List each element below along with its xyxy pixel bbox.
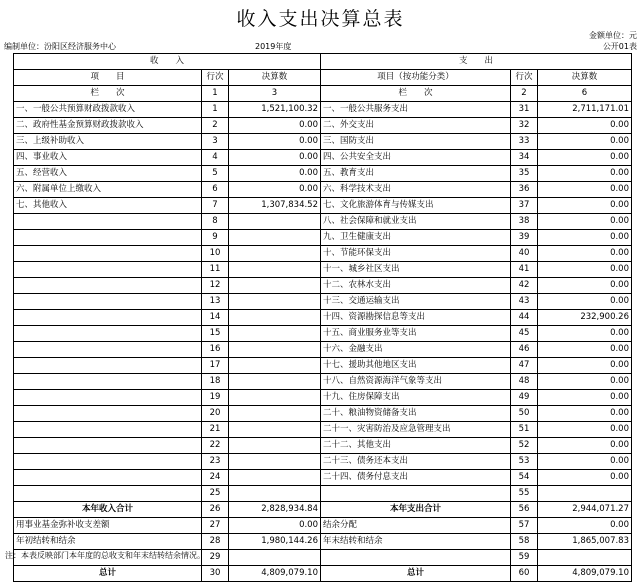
column-number: 1 (202, 86, 229, 102)
expense-row-number: 38 (511, 214, 538, 230)
income-item (14, 246, 202, 262)
income-item (14, 422, 202, 438)
column-number: 6 (538, 86, 632, 102)
expense-section-header: 支 出 (321, 54, 632, 70)
page-title: 收入支出决算总表 (236, 8, 405, 30)
table-row (14, 294, 632, 310)
expense-item: 二、外交支出 (321, 118, 511, 134)
expense-row-number: 42 (511, 278, 538, 294)
expense-row-number: 32 (511, 118, 538, 134)
table-row (14, 262, 632, 278)
income-row-number: 29 (202, 550, 229, 566)
income-item (14, 326, 202, 342)
summary-row (14, 566, 632, 582)
income-amount (229, 342, 321, 358)
income-item (14, 214, 202, 230)
expense-lanci-label: 栏 次 (321, 86, 511, 102)
expense-summary-item: 本年支出合计 (321, 502, 511, 518)
table-row (14, 150, 632, 166)
expense-item: 十九、住房保障支出 (321, 390, 511, 406)
income-row-number: 19 (202, 390, 229, 406)
expense-amount: 0.00 (538, 294, 632, 310)
income-summary-item: 总计 (14, 566, 202, 582)
expense-amount: 0.00 (538, 230, 632, 246)
income-item: 二、政府性基金预算财政拨款收入 (14, 118, 202, 134)
expense-amount: 0.00 (538, 278, 632, 294)
expense-row-number: 56 (511, 502, 538, 518)
summary-row (14, 502, 632, 518)
income-amount (229, 326, 321, 342)
column-number-row (14, 86, 632, 102)
expense-amount: 4,809,079.10 (538, 566, 632, 582)
income-item: 四、事业收入 (14, 150, 202, 166)
expense-amount: 2,711,171.01 (538, 102, 632, 118)
income-row-number: 15 (202, 326, 229, 342)
expense-amount: 0.00 (538, 518, 632, 534)
expense-amount: 0.00 (538, 214, 632, 230)
expense-row-number: 52 (511, 438, 538, 454)
income-item (14, 262, 202, 278)
expense-row-number: 36 (511, 182, 538, 198)
income-amount-header: 决算数 (229, 70, 321, 86)
income-row-number: 18 (202, 374, 229, 390)
table-row (14, 486, 632, 502)
income-amount: 0.00 (229, 182, 321, 198)
income-row-header: 行次 (202, 70, 229, 86)
expense-row-number: 55 (511, 486, 538, 502)
table-row (14, 182, 632, 198)
income-row-number: 25 (202, 486, 229, 502)
expense-amount: 0.00 (538, 342, 632, 358)
table-row (14, 326, 632, 342)
income-section-header: 收 入 (14, 54, 321, 70)
income-amount: 1,307,834.52 (229, 198, 321, 214)
expense-row-number: 41 (511, 262, 538, 278)
income-row-number: 27 (202, 518, 229, 534)
income-row-number: 16 (202, 342, 229, 358)
income-amount (229, 310, 321, 326)
income-summary-item: 年初结转和结余 (14, 534, 202, 550)
table-row (14, 166, 632, 182)
table-row (14, 438, 632, 454)
fiscal-year: 2019年度 (255, 42, 292, 51)
expense-row-number: 49 (511, 390, 538, 406)
organization-label: 编制单位：汾阳区经济服务中心 (4, 42, 116, 51)
income-row-number: 9 (202, 230, 229, 246)
form-code: 公开01表 (602, 42, 637, 51)
expense-amount: 0.00 (538, 422, 632, 438)
income-item (14, 406, 202, 422)
expense-amount: 0.00 (538, 438, 632, 454)
expense-item: 二十三、债务还本支出 (321, 454, 511, 470)
expense-row-number: 33 (511, 134, 538, 150)
expense-summary-item: 总计 (321, 566, 511, 582)
income-row-number: 23 (202, 454, 229, 470)
expense-amount-header: 决算数 (538, 70, 632, 86)
expense-item: 十八、自然资源海洋气象等支出 (321, 374, 511, 390)
expense-item: 五、教育支出 (321, 166, 511, 182)
expense-amount: 0.00 (538, 150, 632, 166)
income-amount (229, 406, 321, 422)
income-lanci-label: 栏 次 (14, 86, 202, 102)
expense-row-header: 行次 (511, 70, 538, 86)
income-amount: 0.00 (229, 166, 321, 182)
expense-item: 十四、资源勘探信息等支出 (321, 310, 511, 326)
expense-amount: 0.00 (538, 166, 632, 182)
income-amount (229, 486, 321, 502)
income-item: 三、上级补助收入 (14, 134, 202, 150)
income-row-number: 2 (202, 118, 229, 134)
income-item (14, 470, 202, 486)
expense-row-number: 46 (511, 342, 538, 358)
expense-item: 三、国防支出 (321, 134, 511, 150)
expense-row-number: 47 (511, 358, 538, 374)
income-item (14, 342, 202, 358)
income-row-number: 8 (202, 214, 229, 230)
expense-row-number: 37 (511, 198, 538, 214)
table-row (14, 358, 632, 374)
expense-amount: 0.00 (538, 406, 632, 422)
expense-row-number: 43 (511, 294, 538, 310)
expense-amount: 0.00 (538, 390, 632, 406)
table-row (14, 342, 632, 358)
table-row (14, 422, 632, 438)
expense-row-number: 50 (511, 406, 538, 422)
income-row-number: 17 (202, 358, 229, 374)
column-number: 3 (229, 86, 321, 102)
expense-item: 六、科学技术支出 (321, 182, 511, 198)
expense-item: 四、公共安全支出 (321, 150, 511, 166)
expense-row-number: 58 (511, 534, 538, 550)
income-amount (229, 262, 321, 278)
income-amount: 0.00 (229, 118, 321, 134)
expense-amount (538, 486, 632, 502)
summary-row (14, 534, 632, 550)
summary-row (14, 518, 632, 534)
income-item (14, 454, 202, 470)
expense-amount: 1,865,007.83 (538, 534, 632, 550)
income-row-number: 6 (202, 182, 229, 198)
income-row-number: 5 (202, 166, 229, 182)
income-row-number: 30 (202, 566, 229, 582)
table-row (14, 390, 632, 406)
table-row (14, 214, 632, 230)
income-row-number: 28 (202, 534, 229, 550)
income-item (14, 390, 202, 406)
income-item (14, 358, 202, 374)
income-amount: 1,980,144.26 (229, 534, 321, 550)
expense-row-number: 34 (511, 150, 538, 166)
income-row-number: 22 (202, 438, 229, 454)
table-row (14, 406, 632, 422)
table-row (14, 134, 632, 150)
summary-table (13, 53, 632, 582)
expense-summary-item: 结余分配 (321, 518, 511, 534)
expense-amount: 232,900.26 (538, 310, 632, 326)
expense-row-number: 57 (511, 518, 538, 534)
expense-row-number: 45 (511, 326, 538, 342)
expense-summary-item: 年末结转和结余 (321, 534, 511, 550)
income-row-number: 1 (202, 102, 229, 118)
income-amount (229, 454, 321, 470)
expense-row-number: 54 (511, 470, 538, 486)
expense-item: 十一、城乡社区支出 (321, 262, 511, 278)
expense-amount (538, 550, 632, 566)
expense-item: 二十一、灾害防治及应急管理支出 (321, 422, 511, 438)
expense-row-number: 53 (511, 454, 538, 470)
table-row (14, 230, 632, 246)
expense-item: 十二、农林水支出 (321, 278, 511, 294)
income-row-number: 7 (202, 198, 229, 214)
expense-row-number: 35 (511, 166, 538, 182)
income-row-number: 21 (202, 422, 229, 438)
expense-amount: 0.00 (538, 134, 632, 150)
income-row-number: 3 (202, 134, 229, 150)
expense-item: 十五、商业服务业等支出 (321, 326, 511, 342)
expense-row-number: 44 (511, 310, 538, 326)
income-item (14, 278, 202, 294)
expense-row-number: 39 (511, 230, 538, 246)
expense-item: 七、文化旅游体育与传媒支出 (321, 198, 511, 214)
expense-item: 九、卫生健康支出 (321, 230, 511, 246)
expense-amount: 0.00 (538, 470, 632, 486)
income-amount: 4,809,079.10 (229, 566, 321, 582)
expense-amount: 0.00 (538, 326, 632, 342)
income-item (14, 486, 202, 502)
income-row-number: 10 (202, 246, 229, 262)
column-number: 2 (511, 86, 538, 102)
income-amount (229, 358, 321, 374)
table-row (14, 470, 632, 486)
expense-item: 八、社会保障和就业支出 (321, 214, 511, 230)
income-amount (229, 470, 321, 486)
expense-item: 十七、援助其他地区支出 (321, 358, 511, 374)
table-row (14, 246, 632, 262)
table-row (14, 310, 632, 326)
expense-amount: 0.00 (538, 118, 632, 134)
income-row-number: 26 (202, 502, 229, 518)
table-row (14, 374, 632, 390)
expense-amount: 0.00 (538, 246, 632, 262)
table-row (14, 198, 632, 214)
income-amount (229, 278, 321, 294)
section-header-row (14, 54, 632, 70)
expense-row-number: 40 (511, 246, 538, 262)
expense-item: 二十四、债务付息支出 (321, 470, 511, 486)
amount-unit-label: 金额单位：元 (589, 31, 637, 40)
income-item (14, 438, 202, 454)
expense-row-number: 59 (511, 550, 538, 566)
income-amount (229, 374, 321, 390)
column-header-row (14, 70, 632, 86)
expense-item: 二十二、其他支出 (321, 438, 511, 454)
income-amount (229, 230, 321, 246)
income-item (14, 294, 202, 310)
income-amount (229, 422, 321, 438)
table-row (14, 102, 632, 118)
income-item: 五、经营收入 (14, 166, 202, 182)
income-item-header: 项 目 (14, 70, 202, 86)
income-amount (229, 294, 321, 310)
income-amount (229, 214, 321, 230)
expense-row-number: 60 (511, 566, 538, 582)
expense-amount: 0.00 (538, 262, 632, 278)
income-amount (229, 246, 321, 262)
income-summary-item: 用事业基金弥补收支差额 (14, 518, 202, 534)
income-amount (229, 438, 321, 454)
income-amount: 2,828,934.84 (229, 502, 321, 518)
expense-row-number: 51 (511, 422, 538, 438)
footnote: 注：本表反映部门本年度的总收支和年末结转结余情况。 (5, 551, 205, 560)
expense-amount: 2,944,071.27 (538, 502, 632, 518)
expense-item (321, 486, 511, 502)
expense-item: 十、节能环保支出 (321, 246, 511, 262)
income-row-number: 11 (202, 262, 229, 278)
income-item: 一、一般公共预算财政拨款收入 (14, 102, 202, 118)
expense-item: 一、一般公共服务支出 (321, 102, 511, 118)
income-amount: 0.00 (229, 134, 321, 150)
table-row (14, 118, 632, 134)
expense-row-number: 48 (511, 374, 538, 390)
expense-item-header: 项目（按功能分类） (321, 70, 511, 86)
income-item (14, 374, 202, 390)
income-amount: 0.00 (229, 150, 321, 166)
income-item (14, 230, 202, 246)
income-item (14, 310, 202, 326)
income-amount (229, 390, 321, 406)
expense-amount: 0.00 (538, 358, 632, 374)
income-amount: 1,521,100.32 (229, 102, 321, 118)
income-row-number: 4 (202, 150, 229, 166)
income-amount: 0.00 (229, 518, 321, 534)
table-row (14, 278, 632, 294)
income-summary-item: 本年收入合计 (14, 502, 202, 518)
expense-amount: 0.00 (538, 182, 632, 198)
income-amount (229, 550, 321, 566)
income-row-number: 14 (202, 310, 229, 326)
income-row-number: 24 (202, 470, 229, 486)
expense-item: 二十、粮油物资储备支出 (321, 406, 511, 422)
income-row-number: 12 (202, 278, 229, 294)
expense-item: 十三、交通运输支出 (321, 294, 511, 310)
income-item: 六、附属单位上缴收入 (14, 182, 202, 198)
income-item: 七、其他收入 (14, 198, 202, 214)
expense-amount: 0.00 (538, 198, 632, 214)
income-row-number: 20 (202, 406, 229, 422)
expense-amount: 0.00 (538, 374, 632, 390)
table-row (14, 454, 632, 470)
income-row-number: 13 (202, 294, 229, 310)
expense-summary-item (321, 550, 511, 566)
expense-item: 十六、金融支出 (321, 342, 511, 358)
expense-amount: 0.00 (538, 454, 632, 470)
expense-row-number: 31 (511, 102, 538, 118)
